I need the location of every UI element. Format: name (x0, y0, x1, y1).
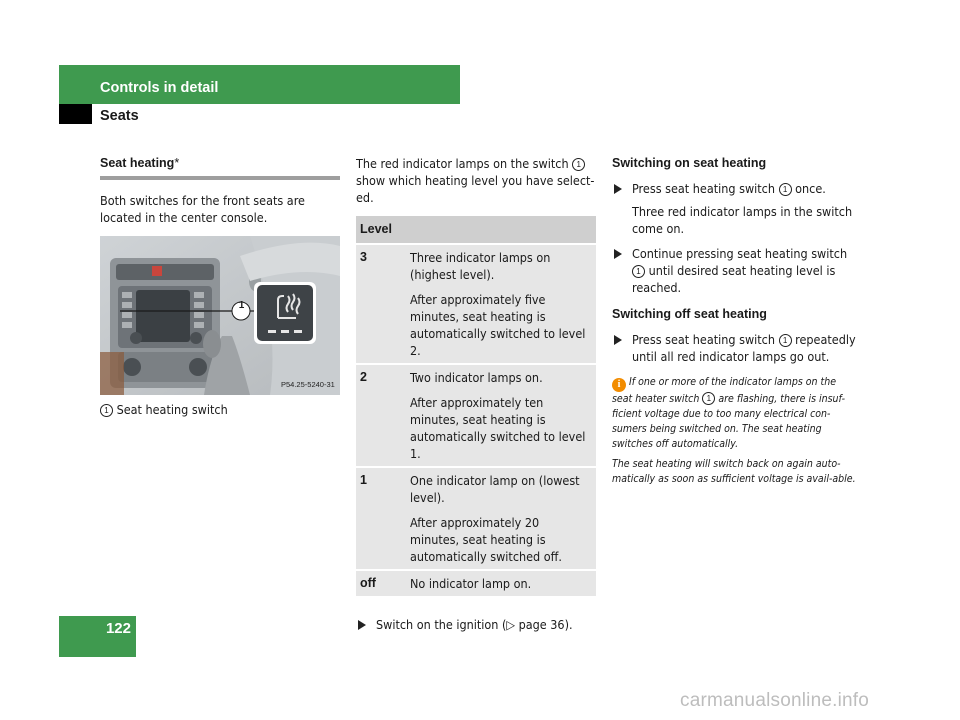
switch-on-heading: Switching on seat heating (612, 156, 767, 170)
column-left (100, 155, 340, 418)
switch-on-step1 (612, 180, 856, 197)
table-row (356, 571, 596, 596)
level-cell: 1 (356, 468, 406, 569)
table-row (356, 365, 596, 466)
callout-number: 1 (702, 392, 715, 405)
heating-level-table (356, 214, 596, 598)
column-middle (356, 155, 596, 633)
info-note (612, 375, 856, 452)
description-line1: One indicator lamp on (lowest level). (410, 473, 580, 505)
heading-text: Seat heating (100, 156, 175, 170)
step-text-b: once. (795, 181, 826, 196)
callout-number: 1 (779, 183, 792, 196)
indicator-intro (356, 155, 596, 206)
optional-mark: * (174, 156, 180, 170)
info-note-2: The seat heating will switch back on again auto-matically as soon as sufficient voltage is avail-able. (612, 458, 856, 485)
description-line2: After approximately 20 minutes, seat heating is automatically switched off. (410, 515, 562, 564)
description-line1: Two indicator lamps on. (410, 370, 543, 385)
ignition-step (356, 616, 596, 633)
callout-number: 1 (100, 404, 113, 417)
caption-text: Seat heating switch (116, 402, 228, 417)
console-illustration (100, 236, 340, 395)
description-cell (406, 365, 596, 466)
intro-text-b: show which heating level you have select-ed. (356, 173, 595, 205)
page-number: 122 (105, 620, 131, 637)
description-line2: After approximately five minutes, seat heating is automatically switched to level 2. (410, 292, 586, 358)
description-cell (406, 571, 596, 596)
column-right (612, 155, 856, 487)
switch-off-heading: Switching off seat heating (612, 307, 767, 321)
heading-rule (100, 176, 340, 180)
description-cell (406, 468, 596, 569)
switch-on-result: Three red indicator lamps in the switch come on. (632, 204, 853, 236)
step-arrow-icon (358, 620, 366, 630)
intro-paragraph: Both switches for the front seats are located in the center console. (100, 193, 305, 225)
step-arrow-icon (614, 335, 622, 345)
callout-number: 1 (572, 158, 585, 171)
section-title: Controls in detail (100, 80, 219, 96)
switch-on-step2 (612, 245, 856, 296)
header-marker (59, 104, 92, 124)
seat-heating-heading (100, 155, 340, 172)
table-row (356, 468, 596, 569)
callout-number: 1 (779, 334, 792, 347)
intro-text-a: The red indicator lamps on the switch (356, 156, 569, 171)
note-text-a: If one or more of the indicator lamps on the seat heater switch (612, 376, 837, 405)
table-header-blank (406, 216, 596, 243)
table-row (356, 245, 596, 363)
step-text-b: repeatedly until all red indicator lamps go out. (632, 332, 856, 364)
table-header-row (356, 216, 596, 243)
description-line1: Three indicator lamps on (highest level). (410, 250, 551, 282)
watermark: carmanualsonline.info (680, 690, 870, 711)
table-header-level: Level (356, 216, 406, 243)
description-line2: After approximately ten minutes, seat heating is automatically switched to level 1. (410, 395, 586, 461)
description-line1: No indicator lamp on. (410, 576, 532, 591)
topic-title: Seats (100, 108, 139, 124)
step-text-b: until desired seat heating level is reached. (632, 263, 836, 295)
step-text-a: Press seat heating switch (632, 332, 775, 347)
switch-off-step (612, 331, 856, 365)
figure-code: P54.25-5240-31 (281, 380, 335, 389)
figure-callout-label: 1 (238, 300, 245, 311)
step-text-a: Continue pressing seat heating switch (632, 246, 848, 261)
center-console-photo (100, 236, 340, 395)
description-cell (406, 245, 596, 363)
info-icon: i (612, 378, 626, 392)
note-text-b: are flashing, there is insuf-ficient voltage due to too many electrical con-sumers being switched on. The seat heating switches off automatically. (612, 393, 846, 450)
level-cell: off (356, 571, 406, 596)
figure-caption (100, 401, 340, 418)
level-cell: 3 (356, 245, 406, 363)
step-arrow-icon (614, 184, 622, 194)
step-text: Switch on the ignition (▷ page 36). (376, 617, 573, 632)
callout-number: 1 (632, 265, 645, 278)
level-cell: 2 (356, 365, 406, 466)
step-arrow-icon (614, 249, 622, 259)
step-text-a: Press seat heating switch (632, 181, 775, 196)
